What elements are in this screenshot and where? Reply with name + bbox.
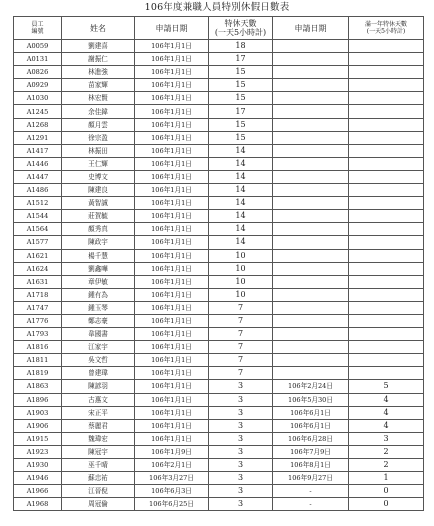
cell-name: 陳建良 xyxy=(62,184,135,197)
table-row xyxy=(14,301,424,314)
cell-apply-date-2 xyxy=(273,341,349,354)
cell-one-year-leave-days: 0 xyxy=(349,485,424,498)
cell-name: 楊千慧 xyxy=(62,249,135,262)
cell-apply-date-2: - xyxy=(273,485,349,498)
header-apply-date-2: 申請日期 xyxy=(273,17,349,40)
cell-apply-date-2: - xyxy=(273,498,349,511)
cell-employee-id: A1896 xyxy=(14,393,62,406)
cell-employee-id: A1624 xyxy=(14,262,62,275)
cell-one-year-leave-days xyxy=(349,275,424,288)
cell-employee-id: A1564 xyxy=(14,223,62,236)
cell-name: 蔡麗君 xyxy=(62,419,135,432)
cell-leave-days: 3 xyxy=(209,498,273,511)
cell-apply-date-2: 106年6月1日 xyxy=(273,419,349,432)
cell-apply-date: 106年2月1日 xyxy=(135,459,209,472)
cell-apply-date: 106年1月1日 xyxy=(135,170,209,183)
cell-one-year-leave-days xyxy=(349,210,424,223)
cell-leave-days: 3 xyxy=(209,393,273,406)
cell-name: 吳文哲 xyxy=(62,354,135,367)
cell-one-year-leave-days xyxy=(349,328,424,341)
cell-apply-date: 106年1月1日 xyxy=(135,249,209,262)
cell-leave-days: 3 xyxy=(209,472,273,485)
cell-apply-date: 106年1月1日 xyxy=(135,144,209,157)
cell-one-year-leave-days: 5 xyxy=(349,380,424,393)
cell-apply-date: 106年1月1日 xyxy=(135,354,209,367)
cell-employee-id: A1915 xyxy=(14,432,62,445)
cell-apply-date-2 xyxy=(273,79,349,92)
table-row xyxy=(14,210,424,223)
header-employee-id: 員工 編號 xyxy=(14,17,62,40)
cell-one-year-leave-days: 1 xyxy=(349,472,424,485)
cell-name: 陳政宇 xyxy=(62,236,135,249)
cell-employee-id: A0826 xyxy=(14,66,62,79)
cell-leave-days: 14 xyxy=(209,210,273,223)
table-row xyxy=(14,288,424,301)
cell-employee-id: A1417 xyxy=(14,144,62,157)
cell-name: 劉鑫嘩 xyxy=(62,262,135,275)
cell-one-year-leave-days: 3 xyxy=(349,432,424,445)
cell-employee-id: A1268 xyxy=(14,118,62,131)
cell-apply-date-2 xyxy=(273,105,349,118)
cell-name: 王仁輝 xyxy=(62,157,135,170)
cell-apply-date: 106年1月1日 xyxy=(135,328,209,341)
cell-employee-id: A1906 xyxy=(14,419,62,432)
table-row xyxy=(14,367,424,380)
cell-apply-date-2: 106年8月1日 xyxy=(273,459,349,472)
table-row xyxy=(14,223,424,236)
cell-name: 章伊敏 xyxy=(62,275,135,288)
cell-employee-id: A1816 xyxy=(14,341,62,354)
cell-one-year-leave-days xyxy=(349,223,424,236)
table-row xyxy=(14,144,424,157)
table-row xyxy=(14,328,424,341)
cell-leave-days: 7 xyxy=(209,328,273,341)
cell-employee-id: A1793 xyxy=(14,328,62,341)
cell-name: 宋正平 xyxy=(62,406,135,419)
table-row xyxy=(14,314,424,327)
cell-leave-days: 10 xyxy=(209,262,273,275)
cell-apply-date: 106年1月1日 xyxy=(135,157,209,170)
cell-name: 林宏賢 xyxy=(62,92,135,105)
cell-name: 韋國書 xyxy=(62,328,135,341)
cell-one-year-leave-days xyxy=(349,341,424,354)
table-row xyxy=(14,459,424,472)
cell-apply-date: 106年1月1日 xyxy=(135,314,209,327)
cell-leave-days: 14 xyxy=(209,236,273,249)
cell-one-year-leave-days xyxy=(349,170,424,183)
cell-apply-date: 106年1月1日 xyxy=(135,184,209,197)
cell-employee-id: A1718 xyxy=(14,288,62,301)
cell-employee-id: A1446 xyxy=(14,157,62,170)
cell-leave-days: 15 xyxy=(209,118,273,131)
cell-apply-date: 106年1月1日 xyxy=(135,288,209,301)
cell-apply-date: 106年1月9日 xyxy=(135,445,209,458)
header-one-year-leave-days: 滿一年特休天數 (一天5小時計) xyxy=(349,17,424,40)
table-row xyxy=(14,92,424,105)
cell-apply-date-2 xyxy=(273,367,349,380)
cell-apply-date: 106年1月1日 xyxy=(135,131,209,144)
cell-name: 謝振仁 xyxy=(62,53,135,66)
cell-one-year-leave-days xyxy=(349,144,424,157)
cell-one-year-leave-days xyxy=(349,53,424,66)
cell-apply-date: 106年1月1日 xyxy=(135,223,209,236)
cell-apply-date: 106年6月25日 xyxy=(135,498,209,511)
header-name: 姓名 xyxy=(62,17,135,40)
cell-one-year-leave-days xyxy=(349,118,424,131)
cell-apply-date: 106年1月1日 xyxy=(135,79,209,92)
leave-days-table xyxy=(13,16,424,511)
cell-apply-date: 106年1月1日 xyxy=(135,341,209,354)
cell-one-year-leave-days xyxy=(349,314,424,327)
cell-apply-date-2: 106年6月28日 xyxy=(273,432,349,445)
cell-one-year-leave-days: 2 xyxy=(349,459,424,472)
cell-name: 陳冠宇 xyxy=(62,445,135,458)
cell-leave-days: 18 xyxy=(209,40,273,53)
cell-one-year-leave-days xyxy=(349,92,424,105)
cell-apply-date: 106年1月1日 xyxy=(135,432,209,445)
cell-one-year-leave-days xyxy=(349,236,424,249)
cell-leave-days: 15 xyxy=(209,66,273,79)
cell-apply-date-2 xyxy=(273,53,349,66)
header-row xyxy=(14,17,424,40)
cell-leave-days: 3 xyxy=(209,380,273,393)
cell-apply-date: 106年1月1日 xyxy=(135,236,209,249)
cell-name: 蘇忠祐 xyxy=(62,472,135,485)
table-row xyxy=(14,170,424,183)
cell-apply-date-2 xyxy=(273,301,349,314)
cell-one-year-leave-days xyxy=(349,66,424,79)
cell-leave-days: 14 xyxy=(209,184,273,197)
cell-name: 余佳鍏 xyxy=(62,105,135,118)
table-row xyxy=(14,236,424,249)
table-row xyxy=(14,406,424,419)
cell-name: 鍾玉琴 xyxy=(62,301,135,314)
cell-apply-date: 106年1月1日 xyxy=(135,419,209,432)
cell-name: 劉建喜 xyxy=(62,40,135,53)
table-row xyxy=(14,249,424,262)
cell-name: 苗家輝 xyxy=(62,79,135,92)
cell-leave-days: 3 xyxy=(209,485,273,498)
cell-apply-date-2 xyxy=(273,275,349,288)
cell-leave-days: 3 xyxy=(209,406,273,419)
table-row xyxy=(14,131,424,144)
cell-employee-id: A1968 xyxy=(14,498,62,511)
cell-apply-date: 106年1月1日 xyxy=(135,66,209,79)
table-row xyxy=(14,380,424,393)
cell-employee-id: A1291 xyxy=(14,131,62,144)
cell-name: 曾建瑋 xyxy=(62,367,135,380)
table-row xyxy=(14,53,424,66)
table-row xyxy=(14,105,424,118)
cell-employee-id: A1946 xyxy=(14,472,62,485)
cell-employee-id: A1923 xyxy=(14,445,62,458)
cell-apply-date: 106年1月1日 xyxy=(135,118,209,131)
cell-apply-date: 106年1月1日 xyxy=(135,380,209,393)
cell-name: 巫千晴 xyxy=(62,459,135,472)
cell-apply-date-2 xyxy=(273,249,349,262)
cell-apply-date: 106年1月1日 xyxy=(135,393,209,406)
cell-leave-days: 15 xyxy=(209,92,273,105)
header-apply-date: 申請日期 xyxy=(135,17,209,40)
cell-one-year-leave-days: 2 xyxy=(349,445,424,458)
cell-apply-date-2 xyxy=(273,288,349,301)
cell-apply-date-2 xyxy=(273,223,349,236)
table-row xyxy=(14,498,424,511)
cell-apply-date-2: 106年6月1日 xyxy=(273,406,349,419)
table-row xyxy=(14,157,424,170)
cell-apply-date: 106年1月1日 xyxy=(135,301,209,314)
cell-leave-days: 7 xyxy=(209,354,273,367)
cell-leave-days: 10 xyxy=(209,288,273,301)
cell-leave-days: 14 xyxy=(209,157,273,170)
cell-leave-days: 3 xyxy=(209,459,273,472)
cell-name: 林進強 xyxy=(62,66,135,79)
cell-leave-days: 10 xyxy=(209,249,273,262)
cell-employee-id: A1621 xyxy=(14,249,62,262)
cell-apply-date-2 xyxy=(273,210,349,223)
cell-employee-id: A1447 xyxy=(14,170,62,183)
cell-one-year-leave-days xyxy=(349,301,424,314)
cell-apply-date: 106年1月1日 xyxy=(135,262,209,275)
cell-apply-date-2 xyxy=(273,40,349,53)
cell-one-year-leave-days xyxy=(349,105,424,118)
cell-name: 林振田 xyxy=(62,144,135,157)
cell-one-year-leave-days xyxy=(349,131,424,144)
cell-name: 鄭志豪 xyxy=(62,314,135,327)
table-row xyxy=(14,197,424,210)
cell-employee-id: A0059 xyxy=(14,40,62,53)
cell-apply-date: 106年1月1日 xyxy=(135,210,209,223)
cell-one-year-leave-days xyxy=(349,157,424,170)
cell-one-year-leave-days xyxy=(349,354,424,367)
table-body xyxy=(14,40,424,511)
cell-apply-date: 106年1月1日 xyxy=(135,105,209,118)
cell-apply-date-2 xyxy=(273,118,349,131)
cell-leave-days: 15 xyxy=(209,131,273,144)
cell-employee-id: A1966 xyxy=(14,485,62,498)
cell-one-year-leave-days: 0 xyxy=(349,498,424,511)
cell-employee-id: A1930 xyxy=(14,459,62,472)
cell-apply-date-2: 106年5月30日 xyxy=(273,393,349,406)
cell-apply-date-2 xyxy=(273,92,349,105)
cell-name: 江家宇 xyxy=(62,341,135,354)
cell-name: 莊賀毓 xyxy=(62,210,135,223)
cell-name: 黃智誠 xyxy=(62,197,135,210)
cell-leave-days: 17 xyxy=(209,105,273,118)
cell-one-year-leave-days xyxy=(349,197,424,210)
cell-apply-date-2 xyxy=(273,144,349,157)
cell-one-year-leave-days xyxy=(349,262,424,275)
cell-leave-days: 7 xyxy=(209,314,273,327)
cell-leave-days: 17 xyxy=(209,53,273,66)
cell-one-year-leave-days: 4 xyxy=(349,393,424,406)
table-row xyxy=(14,354,424,367)
cell-employee-id: A1631 xyxy=(14,275,62,288)
cell-leave-days: 15 xyxy=(209,79,273,92)
table-row xyxy=(14,262,424,275)
cell-apply-date: 106年1月1日 xyxy=(135,406,209,419)
cell-employee-id: A0929 xyxy=(14,79,62,92)
cell-name: 周冠倫 xyxy=(62,498,135,511)
cell-apply-date-2 xyxy=(273,328,349,341)
table-row xyxy=(14,275,424,288)
cell-apply-date-2 xyxy=(273,170,349,183)
table-row xyxy=(14,419,424,432)
cell-leave-days: 14 xyxy=(209,223,273,236)
cell-employee-id: A1903 xyxy=(14,406,62,419)
cell-apply-date-2 xyxy=(273,354,349,367)
cell-leave-days: 14 xyxy=(209,144,273,157)
cell-one-year-leave-days xyxy=(349,249,424,262)
cell-one-year-leave-days xyxy=(349,184,424,197)
cell-apply-date-2 xyxy=(273,314,349,327)
cell-apply-date-2 xyxy=(273,236,349,249)
cell-leave-days: 7 xyxy=(209,341,273,354)
cell-apply-date: 106年1月1日 xyxy=(135,275,209,288)
cell-name: 鍾有為 xyxy=(62,288,135,301)
table-row xyxy=(14,485,424,498)
table-row xyxy=(14,393,424,406)
cell-employee-id: A1544 xyxy=(14,210,62,223)
cell-leave-days: 14 xyxy=(209,197,273,210)
cell-one-year-leave-days xyxy=(349,79,424,92)
cell-leave-days: 3 xyxy=(209,419,273,432)
cell-apply-date-2 xyxy=(273,157,349,170)
cell-apply-date: 106年6月3日 xyxy=(135,485,209,498)
cell-employee-id: A1030 xyxy=(14,92,62,105)
table-row xyxy=(14,66,424,79)
cell-one-year-leave-days: 4 xyxy=(349,419,424,432)
cell-employee-id: A1512 xyxy=(14,197,62,210)
cell-apply-date: 106年1月1日 xyxy=(135,197,209,210)
cell-one-year-leave-days xyxy=(349,40,424,53)
cell-apply-date-2: 106年9月27日 xyxy=(273,472,349,485)
cell-one-year-leave-days xyxy=(349,288,424,301)
cell-apply-date: 106年1月1日 xyxy=(135,53,209,66)
cell-apply-date: 106年1月1日 xyxy=(135,92,209,105)
table-row xyxy=(14,341,424,354)
cell-apply-date: 106年1月1日 xyxy=(135,40,209,53)
cell-one-year-leave-days: 4 xyxy=(349,406,424,419)
cell-name: 陳諺羽 xyxy=(62,380,135,393)
cell-leave-days: 3 xyxy=(209,445,273,458)
cell-employee-id: A1747 xyxy=(14,301,62,314)
cell-one-year-leave-days xyxy=(349,367,424,380)
cell-name: 顏秀真 xyxy=(62,223,135,236)
cell-employee-id: A1776 xyxy=(14,314,62,327)
cell-apply-date-2 xyxy=(273,262,349,275)
cell-employee-id: A0131 xyxy=(14,53,62,66)
cell-apply-date-2 xyxy=(273,197,349,210)
table-row xyxy=(14,472,424,485)
cell-leave-days: 7 xyxy=(209,367,273,380)
cell-leave-days: 14 xyxy=(209,170,273,183)
cell-name: 古惠文 xyxy=(62,393,135,406)
table-row xyxy=(14,432,424,445)
cell-name: 江晉倪 xyxy=(62,485,135,498)
cell-name: 顏月雲 xyxy=(62,118,135,131)
table-row xyxy=(14,184,424,197)
table-row xyxy=(14,118,424,131)
cell-employee-id: A1811 xyxy=(14,354,62,367)
table-row xyxy=(14,79,424,92)
cell-apply-date-2 xyxy=(273,66,349,79)
cell-leave-days: 10 xyxy=(209,275,273,288)
header-leave-days: 特休天數 (一天5小時計) xyxy=(209,17,273,40)
table-row xyxy=(14,445,424,458)
table-row xyxy=(14,40,424,53)
cell-leave-days: 7 xyxy=(209,301,273,314)
cell-name: 史博文 xyxy=(62,170,135,183)
cell-apply-date-2: 106年7月9日 xyxy=(273,445,349,458)
cell-leave-days: 3 xyxy=(209,432,273,445)
cell-employee-id: A1863 xyxy=(14,380,62,393)
cell-apply-date-2: 106年2月24日 xyxy=(273,380,349,393)
cell-apply-date-2 xyxy=(273,131,349,144)
cell-employee-id: A1486 xyxy=(14,184,62,197)
cell-employee-id: A1577 xyxy=(14,236,62,249)
cell-name: 徐宗盈 xyxy=(62,131,135,144)
cell-apply-date: 106年3月27日 xyxy=(135,472,209,485)
document-title: 106年度兼職人員特別休假日數表 xyxy=(144,2,290,13)
cell-apply-date: 106年1月1日 xyxy=(135,367,209,380)
cell-apply-date-2 xyxy=(273,184,349,197)
cell-name: 魏瑋宏 xyxy=(62,432,135,445)
table-header xyxy=(14,17,424,40)
cell-employee-id: A1245 xyxy=(14,105,62,118)
cell-employee-id: A1819 xyxy=(14,367,62,380)
